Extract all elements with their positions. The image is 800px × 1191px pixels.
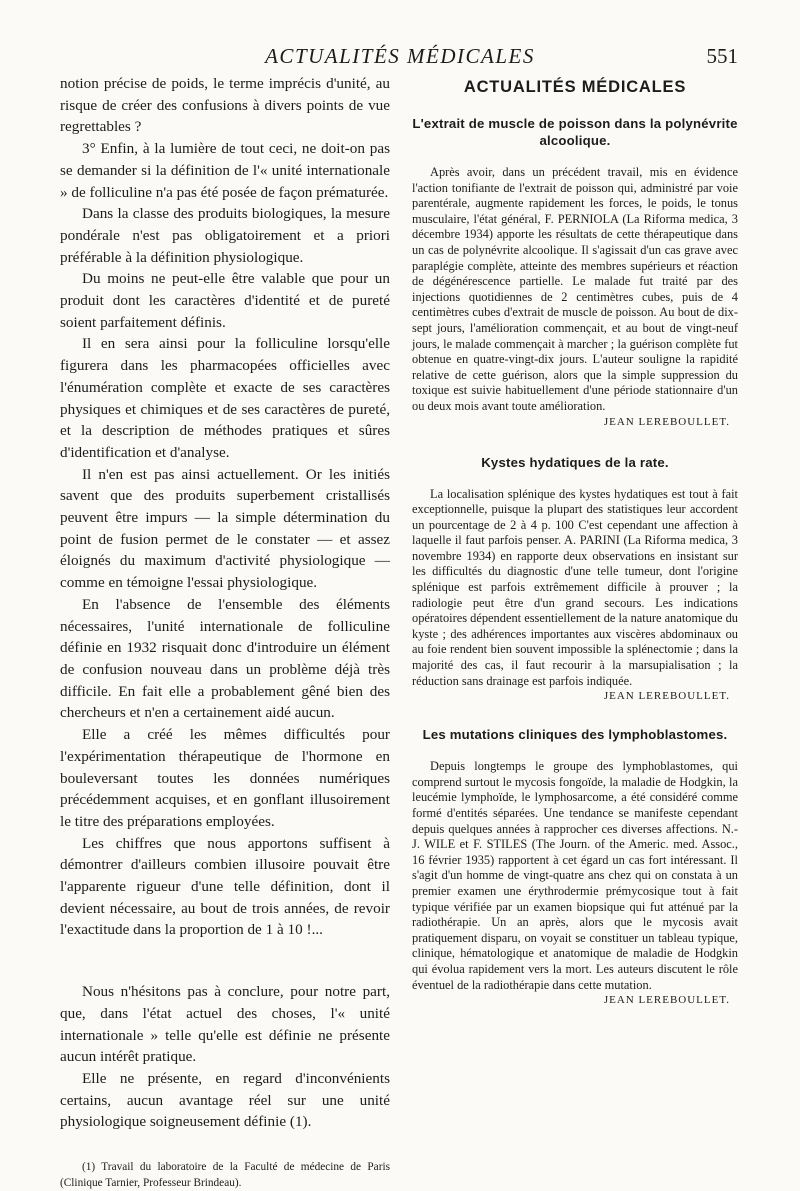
paragraph: En l'absence de l'ensemble des éléments nécessaires, l'unité internationale de folliculine définie en 1932 risquait donc d'introduire un élément de confusion nouveau dans un problème déjà très difficile. En fait elle a probablement gêné bien des chercheurs et n'en a certainement aidé aucun. <box>60 595 390 722</box>
article-body: Depuis longtemps le groupe des lymphoblastomes, qui comprend surtout le mycosis fongoïde, la maladie de Hodgkin, la leucémie lymphoïde, le lymphosarcome, a été considéré comme formé d'entités séparées. Une tendance se manifeste cependant depuis quelques années à rapprocher ces diverses affections. N.-J. WILE et F. STILES (The Journ. of the Americ. med. Assoc., 16 février 1935) rapportent à cet égard un cas fort intéressant. Il s'agit d'un homme de vingt-quatre ans chez qui on constata à un premier examen une érythrodermie prémycosique tout à fait typique vérifiée par un examen biopsique qui fut atténué par la radiothérapie. Un an après, alors que le mycosis avait pratiquement disparu, on voyait se constituer un tableau typique, clinique, hématologique et anatomique de maladie de Hodgkin qui évolua rapidement vers la mort. Les auteurs discutent le rôle éventuel de la radiothérapie dans cette mutation. <box>412 759 738 992</box>
article <box>412 726 738 1006</box>
page-number: 551 <box>706 44 738 68</box>
paragraph: Nous n'hésitons pas à conclure, pour notre part, que, dans l'état actuel des choses, l'« unité internationale » telle qu'elle est définie ne présente aucun intérêt pratique. <box>60 983 390 1066</box>
article-title: Les mutations cliniques des lymphoblastomes. <box>422 727 728 743</box>
section-title: ACTUALITÉS MÉDICALES <box>463 78 687 96</box>
paragraph: Elle ne présente, en regard d'inconvénients certains, aucun avantage réel sur une unité physiologique soigneusement définie (1). <box>60 1069 390 1131</box>
footnote: (1) Travail du laboratoire de la Faculté de médecine de Paris (Clinique Tarnier, Professeur Brindeau). <box>60 1161 390 1190</box>
paragraph: 3° Enfin, à la lumière de tout ceci, ne doit-on pas se demander si la définition de l'« unité internationale » de folliculine n'a pas été posée de façon prématurée. <box>60 140 390 201</box>
right-column <box>412 78 738 1030</box>
paragraph: Il n'en est pas ainsi actuellement. Or les initiés savent que des produits superbement cristallisés peuvent être impurs — la simple détermination du point de fusion permet de le constater — et assez éloignés du maximum d'activité physiologique — comme en témoigne l'essai physiologique. <box>60 465 390 592</box>
article <box>412 115 738 428</box>
left-column <box>60 73 390 1191</box>
footnote-block <box>60 1159 390 1191</box>
paragraph: notion précise de poids, le terme imprécis d'unité, au risque de créer des confusions à divers points de vue regrettables ? <box>60 75 390 136</box>
article-author: JEAN LEREBOULLET. <box>603 415 730 428</box>
article <box>412 454 738 703</box>
article-title: Kystes hydatiques de la rate. <box>481 454 669 470</box>
running-title: ACTUALITÉS MÉDICALES <box>265 44 535 68</box>
paragraph: Du moins ne peut-elle être valable que pour un produit dont les caractères d'identité et de pureté soient parfaitement définis. <box>60 270 390 331</box>
article-title: L'extrait de muscle de poisson dans la polynévrite alcoolique. <box>412 116 738 148</box>
article-author: JEAN LEREBOULLET. <box>603 690 730 703</box>
paragraph: Il en sera ainsi pour la folliculine lorsqu'elle figurera dans les pharmacopées officielles avec l'énumération complète et exacte de ses caractères physiques et chimiques et de ses caractères de pureté, et la description de méthodes pratiques et sûres d'identification et d'analyse. <box>60 335 390 461</box>
section-break <box>60 941 390 981</box>
paragraph: Les chiffres que nous apportons suffisent à démontrer d'ailleurs combien illusoire pouvait être l'apparente rigueur d'une telle définition, dont il devient nécessaire, au bout de trois années, de revoir l'exactitude dans la proportion de 1 à 10 !... <box>60 834 390 939</box>
running-head <box>0 44 800 74</box>
paragraph: Dans la classe des produits biologiques, la mesure pondérale n'est pas obligatoirement et a priori préférable à la définition physiologique. <box>60 205 390 266</box>
article-author: JEAN LEREBOULLET. <box>603 994 730 1007</box>
paragraph: Elle a créé les mêmes difficultés pour l'expérimentation thérapeutique de l'hormone en bouleversant toutes les données numériques précédemment acquises, et en gonflant illusoirement le titre des préparations employées. <box>60 726 390 830</box>
article-body: La localisation splénique des kystes hydatiques est tout à fait exceptionnelle, puisque la plupart des statistiques leur accordent un pourcentage de 2 à 4 p. 100 C'est cependant une affection à laquelle il faut parfois penser. A. PARINI (La Riforma medica, 3 novembre 1934) en rapporte deux observations en insistant sur les difficultés du diagnostic d'une telle tumeur, dont l'origine splénique est parfois extrêmement difficile à prouver ; la radiologie peut être d'un grand secours. Les indications opératoires dépendent essentiellement de la nature anatomique du kyste ; des adhérences importantes aux viscères abdominaux ou au foie rendent bien souvent impossible la splénectomie ; dans la majorité des cas, il faut recourir à la marsupialisation ; la réduction sans drainage est parfois indiquée. <box>412 486 738 688</box>
article-body: Après avoir, dans un précédent travail, mis en évidence l'action tonifiante de l'extrait de poisson qui, administré par voie parentérale, augmente rapidement les forces, le poids, le tonus musculaire, l'état général, F. PERNIOLA (La Riforma medica, 3 décembre 1934) apporte les résultats de cette thérapeutique dans un cas de polynévrite alcoolique. Il s'agissait d'un cas grave avec paraplégie complète, atteinte des membres supérieurs et réaction de dégénérescence partielle. Le malade fut traité par des injections quotidiennes de 2 centimètres cubes, puis de 4 centimètres cubes d'extrait de muscle de poisson. Au bout de dix-sept jours, l'amélioration commençait, et au bout de vingt-neuf jours, le malade commençait à marcher ; la guérison complète fut obtenue en quatre-vingt-dix jours. L'auteur souligne la rapidité relative de cette guérison, alors que la simple suppression du toxique est suivie habituellement d'une période stationnaire d'un ou deux mois avant toute amélioration. <box>412 165 738 413</box>
